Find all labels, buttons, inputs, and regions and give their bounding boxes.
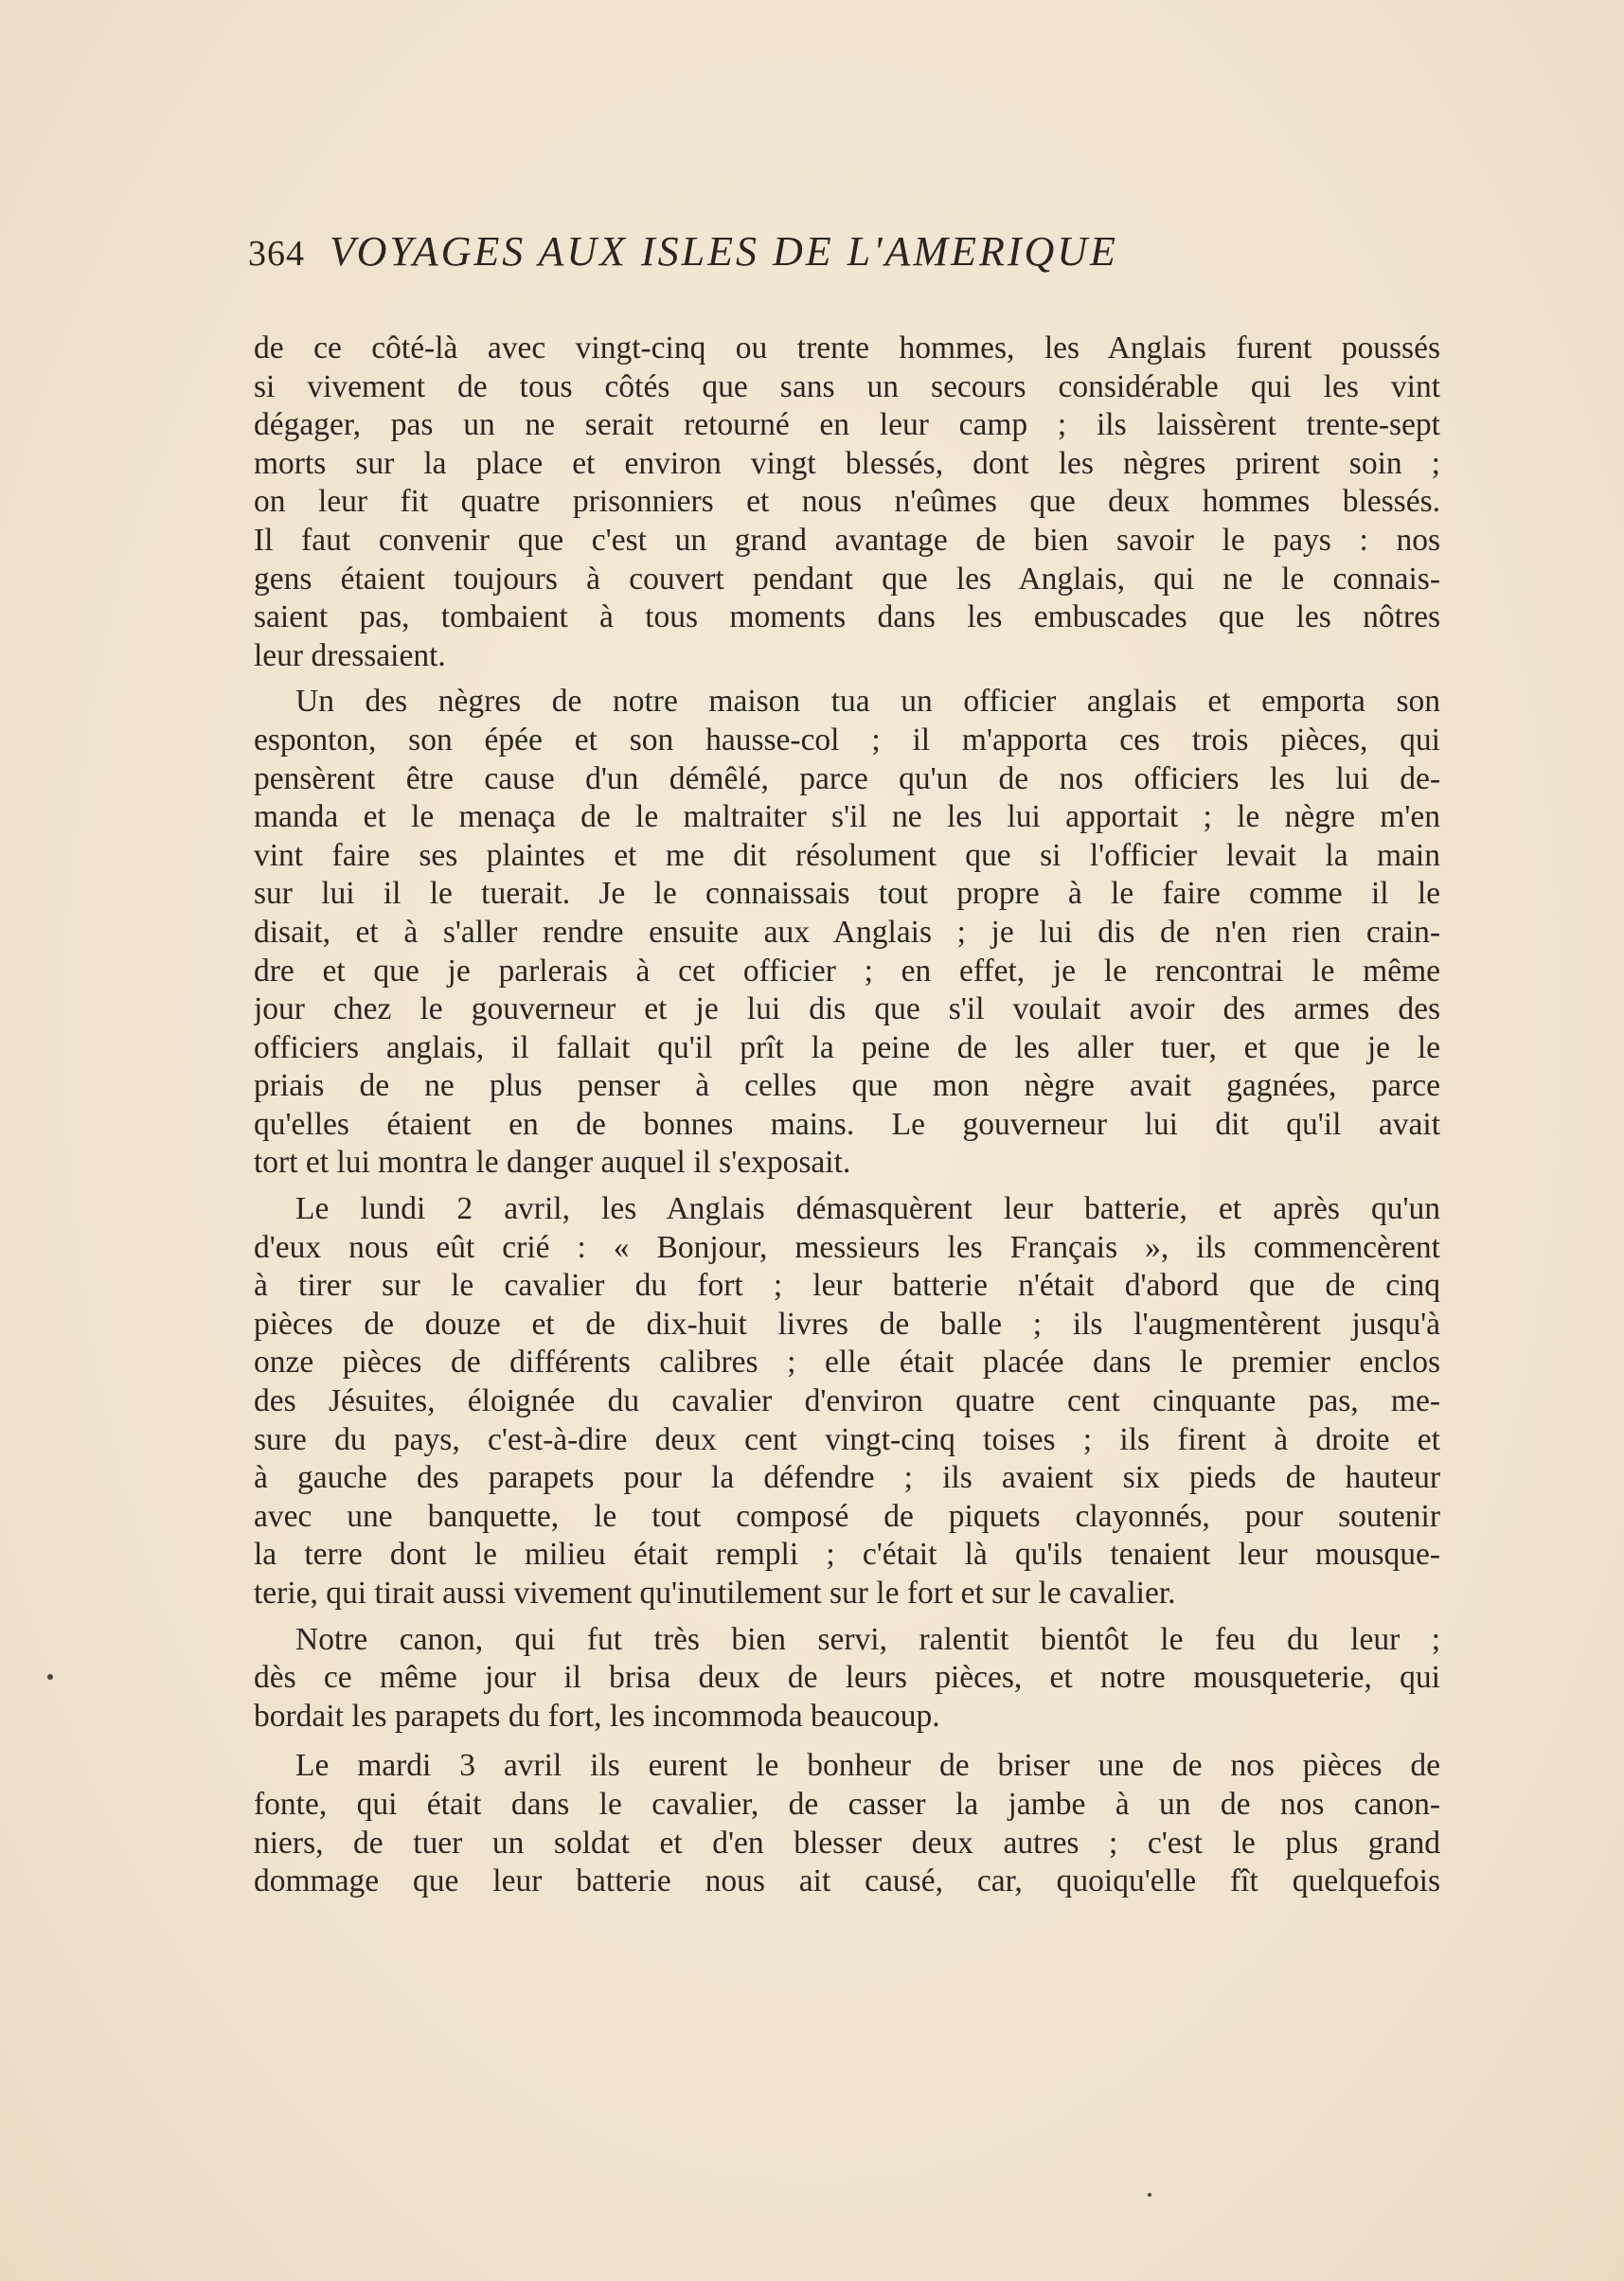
text-line: onze pièces de différents calibres ; elle était placée dans le premier enclos (254, 1345, 1440, 1381)
text-line: leur dressaient. (254, 637, 446, 673)
margin-speck (1148, 2193, 1151, 2197)
text-line: dégager, pas un ne serait retourné en leur camp ; ils laissèrent trente-sept (254, 407, 1440, 443)
body-text (254, 330, 1440, 1901)
text-line: pensèrent être cause d'un démêlé, parce qu'un de nos officiers les lui de- (254, 760, 1440, 796)
text-line: jour chez le gouverneur et je lui dis que s'il voulait avoir des armes des (254, 991, 1440, 1027)
text-line: sure du pays, c'est-à-dire deux cent vingt-cinq toises ; ils firent à droite et (254, 1421, 1440, 1457)
page-header (248, 227, 1441, 294)
text-line: la terre dont le milieu était rempli ; c'était là qu'ils tenaient leur mousque- (254, 1537, 1440, 1573)
margin-speck (47, 1674, 53, 1680)
text-line: on leur fit quatre prisonniers et nous n'eûmes que deux hommes blessés. (254, 484, 1440, 520)
text-line: avec une banquette, le tout composé de piquets clayonnés, pour soutenir (254, 1498, 1440, 1534)
text-line: des Jésuites, éloignée du cavalier d'environ quatre cent cinquante pas, me- (254, 1383, 1440, 1419)
paragraph (254, 683, 1440, 1183)
text-line: sur lui il le tuerait. Je le connaissais tout propre à le faire comme il le (254, 876, 1440, 912)
running-title: VOYAGES AUX ISLES DE L'AMERIQUE (330, 228, 1118, 275)
text-line: fonte, qui était dans le cavalier, de casser la jambe à un de nos canon- (254, 1786, 1440, 1822)
text-line: bordait les parapets du fort, les incommoda beaucoup. (254, 1698, 940, 1734)
text-line: manda et le menaça de le maltraiter s'il ne les lui apportait ; le nègre m'en (254, 799, 1440, 835)
text-line: à tirer sur le cavalier du fort ; leur batterie n'était d'abord que de cinq (254, 1268, 1440, 1304)
paragraph (254, 1190, 1440, 1613)
text-line: à gauche des parapets pour la défendre ; ils avaient six pieds de hauteur (254, 1460, 1440, 1496)
text-line: Le mardi 3 avril ils eurent le bonheur de briser une de nos pièces de (295, 1748, 1440, 1784)
text-line: Notre canon, qui fut très bien servi, ralentit bientôt le feu du leur ; (295, 1621, 1440, 1657)
text-line: vint faire ses plaintes et me dit résolument que si l'officier levait la main (254, 837, 1440, 873)
text-line: d'eux nous eût crié : « Bonjour, messieurs les Français », ils commencèrent (254, 1229, 1440, 1265)
text-line: dommage que leur batterie nous ait causé, car, quoiqu'elle fît quelquefois (254, 1863, 1440, 1899)
text-line: tort et lui montra le danger auquel il s'exposait. (254, 1145, 851, 1181)
text-line: Le lundi 2 avril, les Anglais démasquèrent leur batterie, et après qu'un (295, 1191, 1440, 1227)
paragraph (254, 1747, 1440, 1900)
text-line: Un des nègres de notre maison tua un officier anglais et emporta son (295, 684, 1440, 720)
text-line: pièces de douze et de dix-huit livres de balle ; ils l'augmentèrent jusqu'à (254, 1306, 1440, 1342)
text-line: esponton, son épée et son hausse-col ; il m'apporta ces trois pièces, qui (254, 722, 1440, 757)
text-line: priais de ne plus penser à celles que mon nègre avait gagnées, parce (254, 1068, 1440, 1104)
text-line: dre et que je parlerais à cet officier ; en effet, je le rencontrai le même (254, 953, 1440, 989)
text-line: officiers anglais, il fallait qu'il prît la peine de les aller tuer, et que je le (254, 1029, 1440, 1065)
text-line: de ce côté-là avec vingt-cinq ou trente hommes, les Anglais furent poussés (254, 330, 1440, 365)
text-line: Il faut convenir que c'est un grand avantage de bien savoir le pays : nos (254, 522, 1440, 558)
text-line: disait, et à s'aller rendre ensuite aux Anglais ; je lui dis de n'en rien crain- (254, 914, 1440, 950)
paragraph (254, 330, 1440, 675)
text-line: terie, qui tirait aussi vivement qu'inutilement sur le fort et sur le cavalier. (254, 1576, 1176, 1611)
paragraph (254, 1621, 1440, 1737)
text-line: gens étaient toujours à couvert pendant que les Anglais, qui ne le connais- (254, 561, 1440, 597)
text-line: niers, de tuer un soldat et d'en blesser deux autres ; c'est le plus grand (254, 1825, 1440, 1861)
text-line: si vivement de tous côtés que sans un secours considérable qui les vint (254, 368, 1440, 404)
text-line: saient pas, tombaient à tous moments dans les embuscades que les nôtres (254, 599, 1440, 635)
text-line: qu'elles étaient en de bonnes mains. Le gouverneur lui dit qu'il avait (254, 1106, 1440, 1142)
text-line: morts sur la place et environ vingt blessés, dont les nègres prirent soin ; (254, 445, 1440, 481)
text-line: dès ce même jour il brisa deux de leurs pièces, et notre mousqueterie, qui (254, 1660, 1440, 1696)
page-number: 364 (248, 234, 305, 274)
